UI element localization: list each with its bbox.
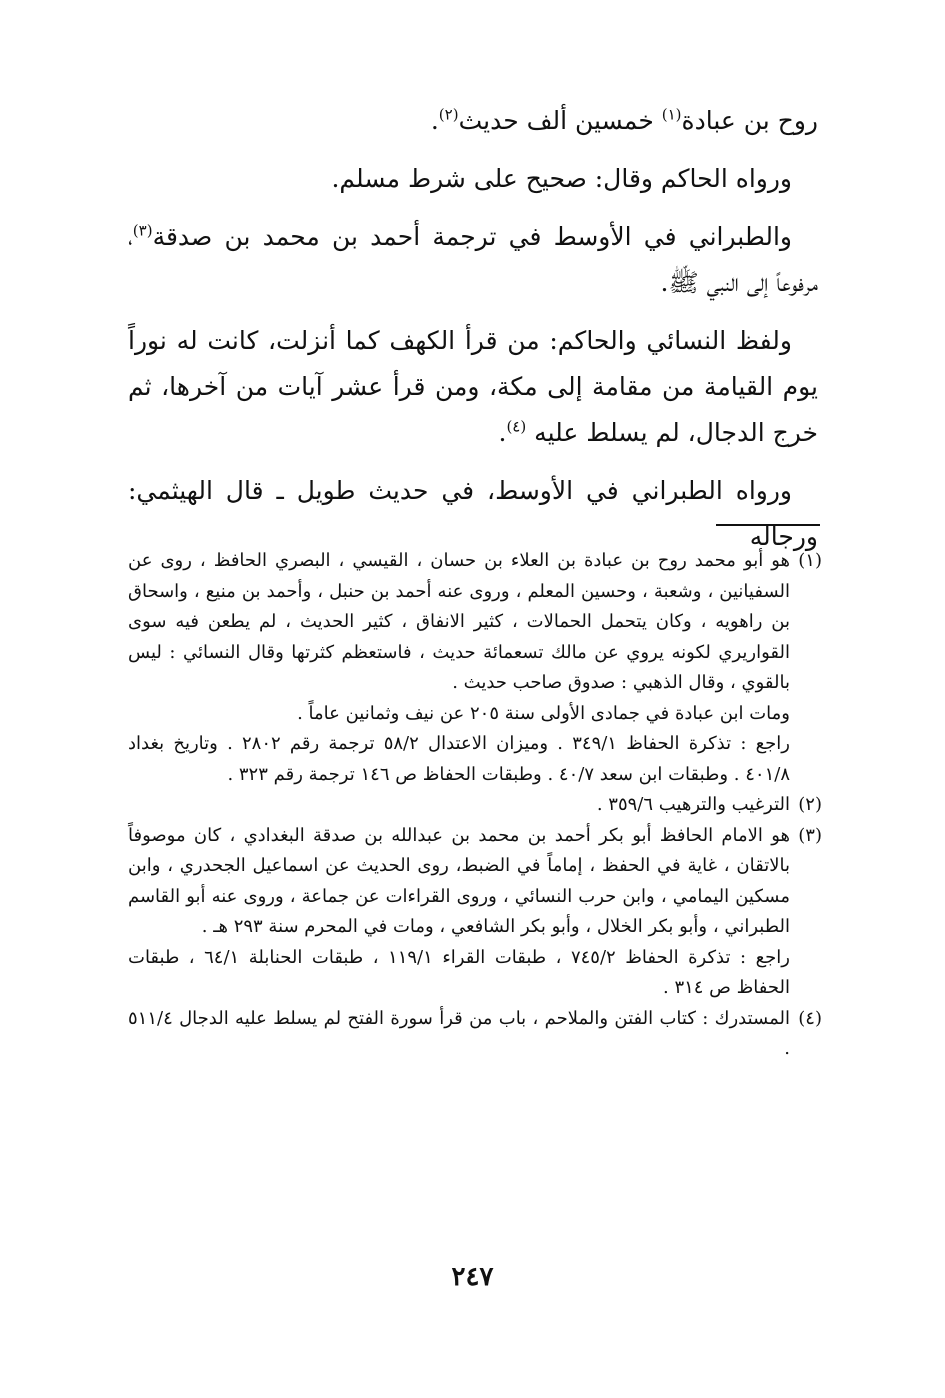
footnote-4 — [128, 1004, 822, 1065]
paragraph-5-text: ورواه الطبراني في الأوسط، في حديث طويل ـ قال الهيثمي: ورجاله — [128, 476, 818, 551]
footnote-3-refs: راجع : تذكرة الحفاظ ٧٤٥/٢ ، طبقات القراء ١١٩/١ ، طبقات الحنابلة ٦٤/١ ، طبقات الحفاظ ص ٣١٤ . — [128, 946, 790, 998]
footnote-ref-4[interactable]: (٤) — [506, 417, 527, 436]
footnote-ref-1[interactable]: (١) — [661, 105, 682, 124]
main-text — [128, 98, 818, 572]
footnote-1-bio: هو أبو محمد روح بن عبادة بن العلاء بن حسان ، القيسي ، البصري الحافظ ، روى عن السفيانين ، وشعبة ، وحسين المعلم ، وروى عنه أحمد بن حنبل ، وأحمد بن منيع ، واسحاق بن راهويه ، وكان يتحمل الحمالات ، كثير الانفاق ، كثير الحديث ، لم يطعن فيه سوى القواريري لكونه يروي عن مالك تسعمائة حديث ، فاستعظم كثرتها وقال النسائي : ليس بالقوي ، وقال الذهبي : صدوق صاحب حديث . — [128, 550, 790, 693]
footnote-1-death: ومات ابن عبادة في جمادى الأولى سنة ٢٠٥ عن نيف وثمانين عاماً . — [297, 702, 790, 724]
paragraph-1-text: روح بن عبادة — [681, 106, 818, 135]
footnote-3-bio: هو الامام الحافظ أبو بكر أحمد بن محمد بن عبدالله بن صدقة البغدادي ، كان موصوفاً بالاتقان ، غاية في الحفظ ، إماماً في الضبط، روى الحديث عن اسماعيل الجحدري ، وابن مسكين اليمامي ، وابن حرب النسائي ، وروى القراءات عن جماعة ، وروى عنه أبو القاسم الطبراني ، وأبو بكر الخلال ، وأبو بكر الشافعي ، ومات في المحرم سنة ٢٩٣ هـ . — [128, 824, 790, 937]
footnote-4-number: (٤) — [798, 1007, 822, 1029]
paragraph-4 — [128, 318, 818, 456]
footnote-2-text: الترغيب والترهيب ٣٥٩/٦ . — [596, 794, 790, 815]
footnote-2 — [128, 790, 822, 821]
footnote-4-text: المستدرك : كتاب الفتن والملاحم ، باب من قرأ سورة الفتح لم يسلط عليه الدجال ٥١١/٤ . — [128, 1007, 790, 1059]
footnote-1 — [128, 546, 822, 790]
footnote-3-number: (٣) — [798, 824, 822, 846]
paragraph-4-end: . — [498, 418, 507, 447]
paragraph-2 — [128, 156, 818, 202]
page-number: ٢٤٧ — [451, 1262, 494, 1292]
paragraph-3 — [128, 214, 818, 306]
paragraph-3-text-cont: ، مرفوعاً إلى النبي ﷺ. — [128, 222, 818, 297]
paragraph-4-text: ولفظ النسائي والحاكم: من قرأ الكهف كما أنزلت، كانت له نوراً يوم القيامة من مقامة إلى مكة، ومن قرأ عشر آيات من آخرها، ثم خرج الدجال، لم يسلط عليه — [128, 326, 818, 447]
paragraph-1 — [128, 98, 818, 144]
footnote-ref-2[interactable]: (٢) — [438, 105, 459, 124]
footnote-ref-3[interactable]: (٣) — [132, 221, 153, 240]
footnote-2-number: (٢) — [798, 794, 822, 815]
footnote-1-number: (١) — [798, 550, 822, 571]
paragraph-1-end: . — [430, 106, 439, 135]
footnote-1-refs: راجع : تذكرة الحفاظ ٣٤٩/١ . وميزان الاعتدال ٥٨/٢ ترجمة رقم ٢٨٠٢ . وتاريخ بغداد ٤٠١/٨ . وطبقات ابن سعد ٤٠/٧ . وطبقات الحفاظ ص ١٤٦ ترجمة رقم ٣٢٣ . — [128, 733, 790, 785]
footnotes — [128, 546, 822, 1065]
paragraph-1-text-cont: خمسين ألف حديث — [458, 106, 662, 135]
footnote-divider — [716, 524, 820, 526]
paragraph-3-text: والطبراني في الأوسط في ترجمة أحمد بن محمد بن صدقة — [152, 222, 792, 251]
paragraph-2-text: ورواه الحاكم وقال: صحيح على شرط مسلم. — [331, 164, 792, 193]
footnote-3 — [128, 821, 822, 1004]
